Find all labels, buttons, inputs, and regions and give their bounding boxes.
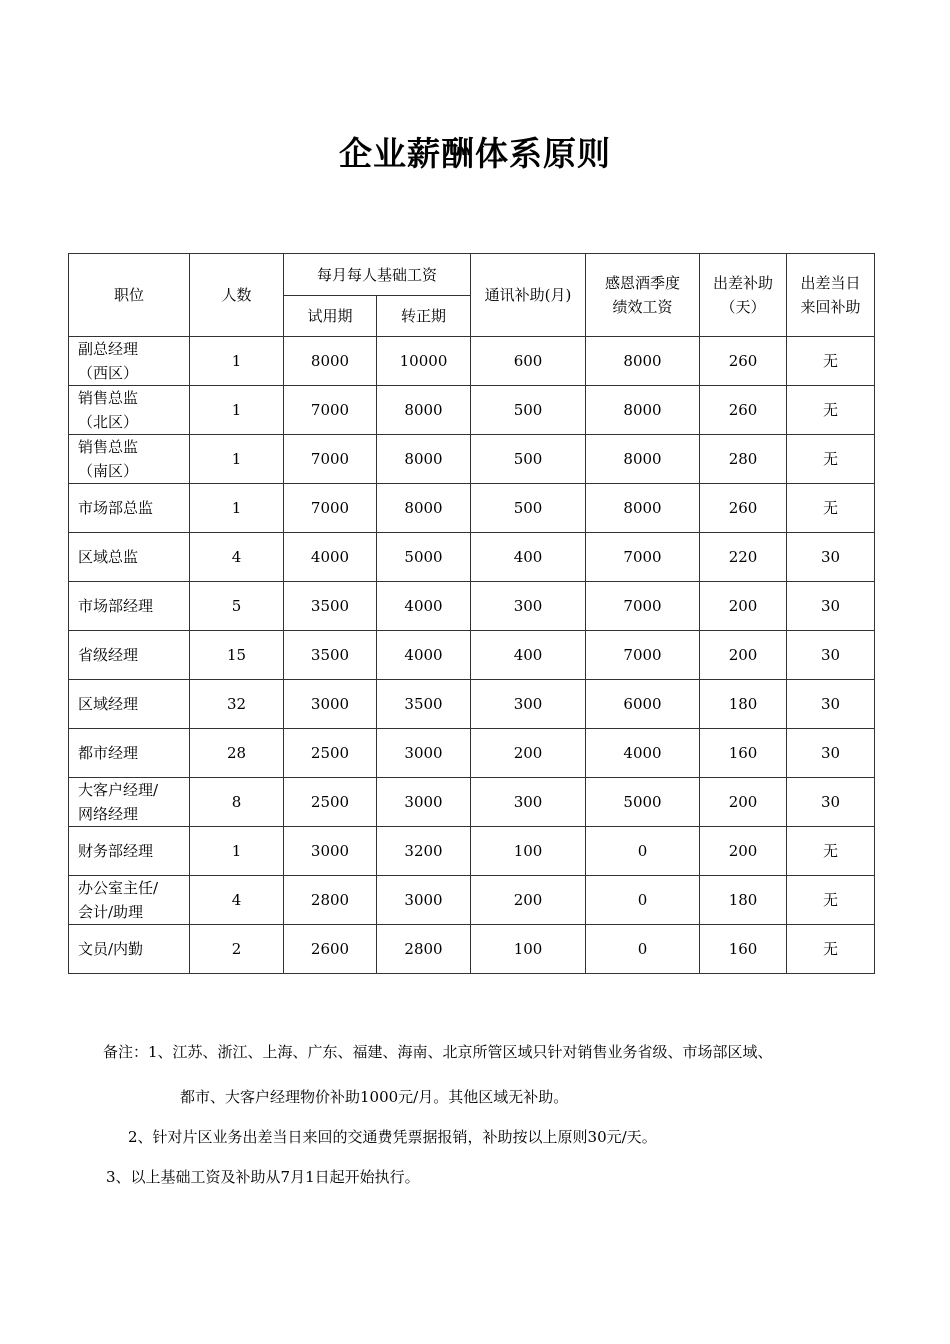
header-travel-line1: 出差补助	[713, 274, 774, 292]
probation-cell: 7000	[284, 484, 377, 533]
position-line-1: 大客户经理/	[78, 781, 159, 799]
regular-cell: 8000	[377, 484, 471, 533]
table-row	[69, 386, 875, 435]
count-cell: 4	[190, 876, 284, 925]
probation-cell: 3000	[284, 827, 377, 876]
header-sameday-line1: 出差当日	[800, 274, 861, 292]
table-row	[69, 582, 875, 631]
header-position: 职位	[69, 254, 190, 337]
header-sameday	[787, 254, 875, 337]
comm-allowance-cell: 500	[471, 386, 586, 435]
performance-cell: 0	[586, 925, 700, 974]
performance-cell: 8000	[586, 337, 700, 386]
regular-cell: 8000	[377, 435, 471, 484]
travel-allowance-cell: 280	[700, 435, 787, 484]
position-cell	[69, 827, 190, 876]
count-cell: 15	[190, 631, 284, 680]
regular-cell: 4000	[377, 582, 471, 631]
comm-allowance-cell: 300	[471, 778, 586, 827]
header-travel	[700, 254, 787, 337]
probation-cell: 3500	[284, 582, 377, 631]
table-row	[69, 533, 875, 582]
regular-cell: 3000	[377, 729, 471, 778]
count-cell: 1	[190, 337, 284, 386]
sameday-allowance-cell: 30	[787, 778, 875, 827]
note-line-2: 都市、大客户经理物价补助1000元/月。其他区域无补助。	[180, 1088, 569, 1106]
performance-cell: 7000	[586, 533, 700, 582]
table-row	[69, 484, 875, 533]
travel-allowance-cell: 260	[700, 337, 787, 386]
performance-cell: 7000	[586, 582, 700, 631]
count-cell: 28	[190, 729, 284, 778]
count-cell: 5	[190, 582, 284, 631]
sameday-allowance-cell: 无	[787, 876, 875, 925]
sameday-allowance-cell: 无	[787, 435, 875, 484]
position-cell	[69, 729, 190, 778]
position-cell	[69, 680, 190, 729]
position-line-2: （北区）	[78, 413, 139, 431]
sameday-allowance-cell: 30	[787, 533, 875, 582]
count-cell: 1	[190, 435, 284, 484]
performance-cell: 8000	[586, 484, 700, 533]
header-regular: 转正期	[377, 296, 471, 337]
performance-cell: 0	[586, 876, 700, 925]
regular-cell: 3000	[377, 876, 471, 925]
table-row	[69, 729, 875, 778]
regular-cell: 2800	[377, 925, 471, 974]
table-row	[69, 680, 875, 729]
position-cell	[69, 435, 190, 484]
position-line-2: 网络经理	[78, 805, 139, 823]
position-cell	[69, 631, 190, 680]
probation-cell: 7000	[284, 435, 377, 484]
comm-allowance-cell: 500	[471, 484, 586, 533]
position-cell	[69, 582, 190, 631]
performance-cell: 8000	[586, 386, 700, 435]
count-cell: 1	[190, 827, 284, 876]
performance-cell: 8000	[586, 435, 700, 484]
travel-allowance-cell: 200	[700, 582, 787, 631]
comm-allowance-cell: 400	[471, 631, 586, 680]
comm-allowance-cell: 200	[471, 876, 586, 925]
header-comm-allowance: 通讯补助(月)	[471, 254, 586, 337]
performance-cell: 5000	[586, 778, 700, 827]
probation-cell: 3000	[284, 680, 377, 729]
header-performance-line1: 感恩酒季度	[605, 274, 681, 292]
travel-allowance-cell: 260	[700, 484, 787, 533]
probation-cell: 4000	[284, 533, 377, 582]
count-cell: 2	[190, 925, 284, 974]
position-line-1: 省级经理	[78, 646, 139, 664]
page-title: 企业薪酬体系原则	[339, 134, 611, 173]
position-cell	[69, 533, 190, 582]
regular-cell: 8000	[377, 386, 471, 435]
comm-allowance-cell: 200	[471, 729, 586, 778]
count-cell: 32	[190, 680, 284, 729]
travel-allowance-cell: 160	[700, 925, 787, 974]
probation-cell: 3500	[284, 631, 377, 680]
regular-cell: 10000	[377, 337, 471, 386]
header-sameday-line2: 来回补助	[800, 298, 861, 316]
regular-cell: 5000	[377, 533, 471, 582]
travel-allowance-cell: 220	[700, 533, 787, 582]
count-cell: 1	[190, 386, 284, 435]
position-line-1: 都市经理	[78, 744, 139, 762]
position-cell	[69, 386, 190, 435]
note-line-4: 3、以上基础工资及补助从7月1日起开始执行。	[106, 1168, 420, 1186]
table-row	[69, 435, 875, 484]
position-line-1: 财务部经理	[78, 842, 154, 860]
header-row	[69, 254, 875, 296]
travel-allowance-cell: 180	[700, 680, 787, 729]
position-cell	[69, 925, 190, 974]
position-cell	[69, 484, 190, 533]
table-row	[69, 827, 875, 876]
sameday-allowance-cell: 无	[787, 337, 875, 386]
probation-cell: 2800	[284, 876, 377, 925]
travel-allowance-cell: 200	[700, 827, 787, 876]
sameday-allowance-cell: 30	[787, 582, 875, 631]
header-performance-line2: 绩效工资	[612, 298, 673, 316]
position-line-1: 区域经理	[78, 695, 139, 713]
probation-cell: 8000	[284, 337, 377, 386]
performance-cell: 0	[586, 827, 700, 876]
table-row	[69, 631, 875, 680]
position-line-2: 会计/助理	[78, 903, 144, 921]
probation-cell: 2600	[284, 925, 377, 974]
sameday-allowance-cell: 无	[787, 386, 875, 435]
position-line-1: 市场部总监	[78, 499, 154, 517]
sameday-allowance-cell: 30	[787, 680, 875, 729]
position-cell	[69, 337, 190, 386]
count-cell: 1	[190, 484, 284, 533]
travel-allowance-cell: 200	[700, 778, 787, 827]
travel-allowance-cell: 160	[700, 729, 787, 778]
header-probation: 试用期	[284, 296, 377, 337]
sameday-allowance-cell: 30	[787, 729, 875, 778]
position-line-1: 销售总监	[78, 389, 139, 407]
travel-allowance-cell: 260	[700, 386, 787, 435]
position-line-1: 文员/内勤	[78, 940, 144, 958]
travel-allowance-cell: 200	[700, 631, 787, 680]
performance-cell: 7000	[586, 631, 700, 680]
position-line-1: 市场部经理	[78, 597, 154, 615]
sameday-allowance-cell: 无	[787, 827, 875, 876]
performance-cell: 4000	[586, 729, 700, 778]
position-line-2: （西区）	[78, 364, 139, 382]
position-line-1: 销售总监	[78, 438, 139, 456]
sameday-allowance-cell: 无	[787, 925, 875, 974]
position-line-1: 区域总监	[78, 548, 139, 566]
position-cell	[69, 876, 190, 925]
probation-cell: 2500	[284, 778, 377, 827]
note-line-1: 备注：1、江苏、浙江、上海、广东、福建、海南、北京所管区域只针对销售业务省级、市场部区域、	[103, 1043, 773, 1061]
comm-allowance-cell: 300	[471, 680, 586, 729]
count-cell: 8	[190, 778, 284, 827]
count-cell: 4	[190, 533, 284, 582]
comm-allowance-cell: 500	[471, 435, 586, 484]
table-row	[69, 876, 875, 925]
comm-allowance-cell: 100	[471, 925, 586, 974]
probation-cell: 2500	[284, 729, 377, 778]
position-cell	[69, 778, 190, 827]
regular-cell: 4000	[377, 631, 471, 680]
comm-allowance-cell: 300	[471, 582, 586, 631]
comm-allowance-cell: 400	[471, 533, 586, 582]
position-line-2: （南区）	[78, 462, 139, 480]
salary-table	[68, 253, 875, 974]
travel-allowance-cell: 180	[700, 876, 787, 925]
table-row	[69, 337, 875, 386]
comm-allowance-cell: 600	[471, 337, 586, 386]
comm-allowance-cell: 100	[471, 827, 586, 876]
note-line-3: 2、针对片区业务出差当日来回的交通费凭票据报销，补助按以上原则30元/天。	[128, 1128, 657, 1146]
sameday-allowance-cell: 无	[787, 484, 875, 533]
table-row	[69, 925, 875, 974]
performance-cell: 6000	[586, 680, 700, 729]
regular-cell: 3500	[377, 680, 471, 729]
position-line-1: 副总经理	[78, 340, 139, 358]
header-count: 人数	[190, 254, 284, 337]
header-base-salary: 每月每人基础工资	[284, 254, 471, 296]
probation-cell: 7000	[284, 386, 377, 435]
regular-cell: 3200	[377, 827, 471, 876]
sameday-allowance-cell: 30	[787, 631, 875, 680]
header-performance	[586, 254, 700, 337]
position-line-1: 办公室主任/	[78, 879, 159, 897]
table-row	[69, 778, 875, 827]
regular-cell: 3000	[377, 778, 471, 827]
header-travel-line2: （天）	[720, 298, 766, 316]
